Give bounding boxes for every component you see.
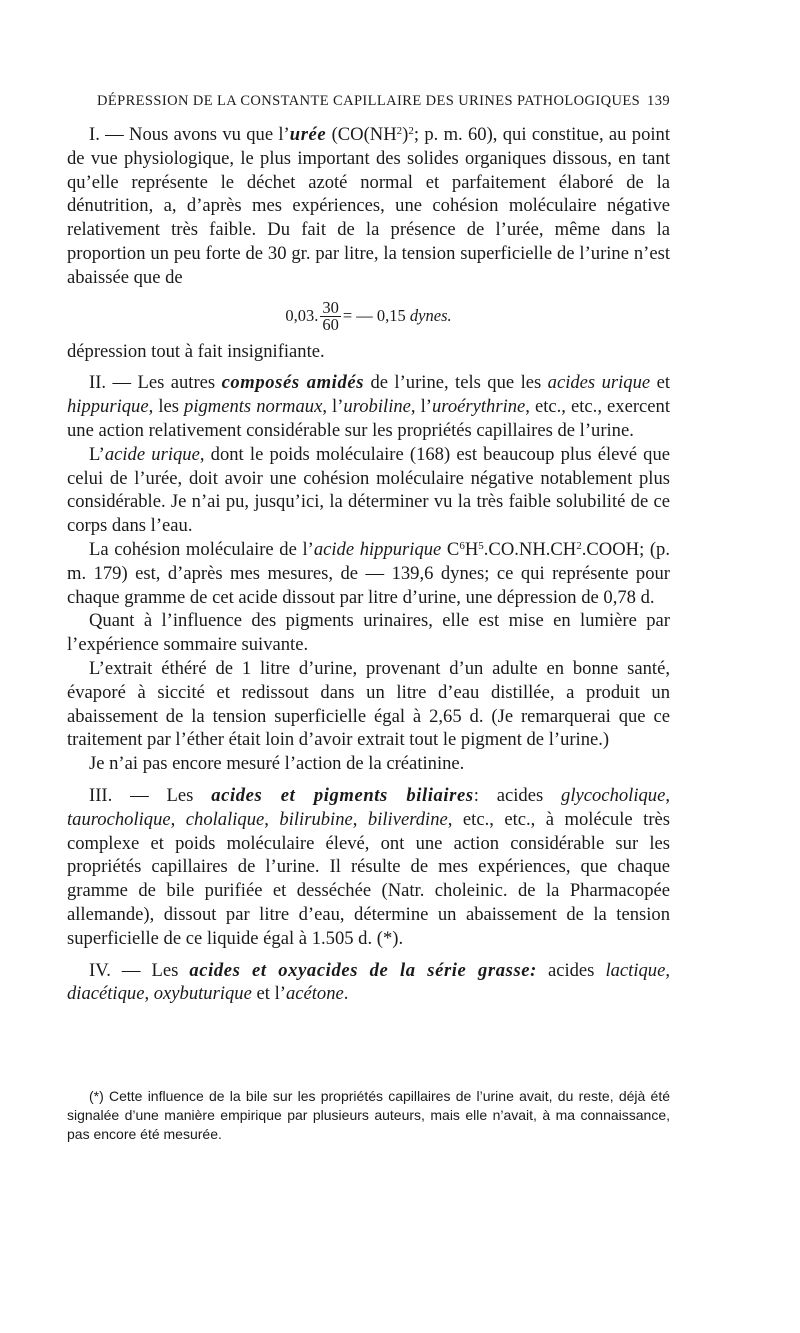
paragraph-pigments: Quant à l’influence des pigments urinaires, elle est mise en lumière par l’expérience sommaire suivante.: [67, 610, 670, 656]
paragraph-depression: dépression tout à fait insignifiante.: [67, 340, 325, 362]
paragraph-hippuric-acid: La cohésion moléculaire de l’acide hippurique $C^6H^5.CO.NH.CH^2.COOH$; (p. m. 179) est, d’après mes mesures, de — 139,6 dynes; ce qui représente pour chaque gramme de cet acide dissout par litre d’urine, une dépression de 0,78 d.: [67, 538, 670, 608]
fraction: $\frac{30}{60}$: [322, 298, 339, 335]
paragraph-urea: I. — Nous avons vu que l’urée ($CO(NH^2)^2$; p. m. 60), qui constitue, au point de vue physiologique, le plus important des solides organiques dissous, en tant qu’elle représente le déchet azoté normal et parfaitement élaboré de la dénutrition, a, d’après mes expériences, une cohésion moléculaire négative relativement très faible. Du fait de la présence de l’urée, même dans la proportion un peu forte de 30 gr. par litre, la tension superficielle de l’urine n’est abaissée que de: [67, 124, 671, 288]
paragraph-creatinine: Je n’ai pas encore mesuré l’action de la créatinine.: [89, 753, 465, 775]
paragraph-amides: II. — Les autres composés amidés de l’urine, tels que les acides urique et hippurique, les pigments normaux, l’urobiline, l’uroérythrine, etc., etc., exercent une action relativement considérable sur les propriétés capillaires de l’urine.: [67, 372, 671, 441]
formula: 0,03. $\frac{30}{60}$ = — 0,15 dynes.: [285, 298, 452, 335]
term-uree: urée: [289, 124, 327, 145]
paragraph-uric-acid: L’acide urique, dont le poids moléculaire (168) est beaucoup plus élevé que celui de l’urée, doit avoir une cohésion moléculaire négative notablement plus considérable. Je n’ai pu, jusqu’ici, la déterminer vu la très faible solubilité de ce corps dans l’eau.: [67, 443, 670, 537]
footnote: [67, 1087, 670, 1144]
paragraph-bile: III. — Les acides et pigments biliaires: acides glycocholique, taurocholique, cholalique, bilirubine, biliverdine, etc., etc., à molécule très complexe et poids moléculaire élevé, ont une action considérable sur les propriétés capillaires de l’urine. Il résulte de mes expériences, que chaque gramme de bile purifiée et desséchée (Natr. choleinic. de la Pharmacopée allemande), dissout par litre d’eau, détermine un abaissement de la tension superficielle de ce liquide égal à 1.505 d. (*).: [67, 784, 671, 949]
running-title: DÉPRESSION DE LA CONSTANTE CAPILLAIRE DES URINES PATHOLOGIQUES: [97, 93, 641, 109]
page-number: 139: [647, 93, 670, 109]
main-text: [67, 123, 670, 1006]
footnote-text: (*) Cette influence de la bile sur les propriétés capillaires de l’urine avait, du reste, déjà été signalée d’une manière empirique par plusieurs auteurs, mais elle n’avait, à ma connaissance, pas encore été mesurée.: [67, 1088, 670, 1142]
paragraph-fatty-acids: IV. — Les acides et oxyacides de la série grasse: acides lactique, diacétique, oxybuturique et l’acétone.: [67, 959, 670, 1005]
running-header: [97, 93, 670, 110]
paragraph-ether-extract: L’extrait éthéré de 1 litre d’urine, provenant d’un adulte en bonne santé, évaporé à siccité et redissout dans un litre d’eau distillée, a produit un abaissement de la tension superficielle égal à 2,65 d. (Je remarquerai que ce traitement par l’éther était loin d’avoir extrait tout le pigment de l’urine.): [67, 657, 670, 751]
